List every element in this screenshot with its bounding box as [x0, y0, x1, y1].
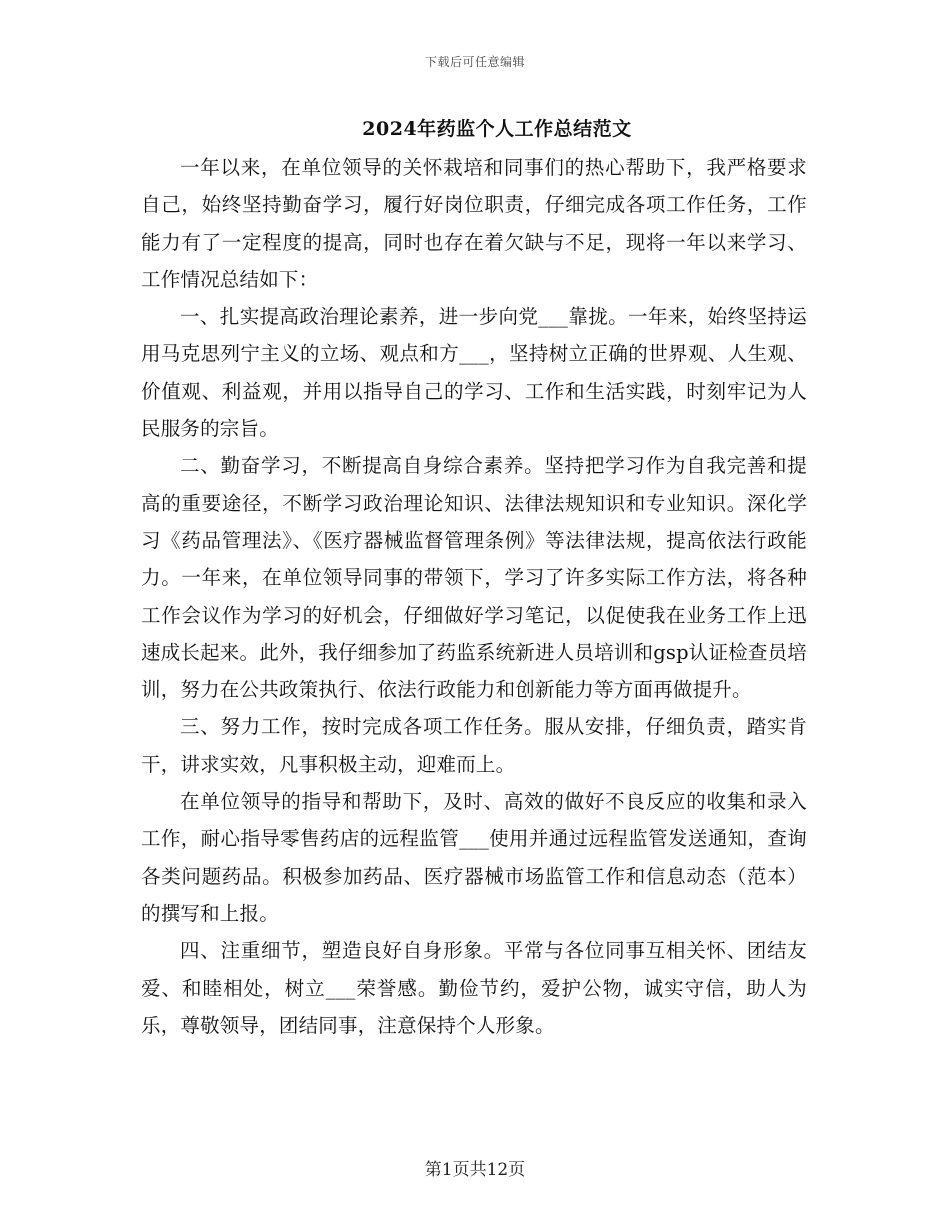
document-body	[141, 149, 807, 1044]
document-title: 2024年药监个人工作总结范文	[362, 118, 632, 140]
paragraph: 四、注重细节，塑造良好自身形象。平常与各位同事互相关怀、团结友爱、和睦相处，树立___荣誉感。勤俭节约，爱护公物，诚实守信，助人为乐，尊敬领导，团结同事，注意保持个人形象。	[141, 939, 807, 1037]
paragraph: 一、扎实提高政治理论素养，进一步向党___靠拢。一年来，始终坚持运用马克思列宁主义的立场、观点和方___，坚持树立正确的世界观、人生观、价值观、利益观，并用以指导自己的学习、工作和生活实践，时刻牢记为人民服务的宗旨。	[141, 305, 807, 441]
page-indicator: 第1页共12页	[424, 1160, 526, 1180]
paragraph: 在单位领导的指导和帮助下，及时、高效的做好不良反应的收集和录入工作，耐心指导零售药店的远程监管___使用并通过远程监管发送通知，查询各类问题药品。积极参加药品、医疗器械市场监管工作和信息动态（范本）的撰写和上报。	[141, 790, 807, 925]
header-note: 下载后可任意编辑	[424, 55, 525, 69]
paragraph: 三、努力工作，按时完成各项工作任务。服从安排，仔细负责，踏实肯干，讲求实效，凡事积极主动，迎难而上。	[141, 715, 807, 776]
paragraph: 二、勤奋学习，不断提高自身综合素养。坚持把学习作为自我完善和提高的重要途径，不断学习政治理论知识、法律法规知识和专业知识。深化学习《药品管理法》、《医疗器械监督管理条例》等法律法规，提高依法行政能力。一年来，在单位领导同事的带领下，学习了许多实际工作方法，将各种工作会议作为学习的好机会，仔细做好学习笔记，以促使我在业务工作上迅速成长起来。此外，我仔细参加了药监系统新进人员培训和gsp认证检查员培训，努力在公共政策执行、依法行政能力和创新能力等方面再做提升。	[141, 454, 807, 702]
paragraph: 一年以来，在单位领导的关怀栽培和同事们的热心帮助下，我严格要求自己，始终坚持勤奋学习，履行好岗位职责，仔细完成各项工作任务，工作能力有了一定程度的提高，同时也存在着欠缺与不足，现将一年以来学习、工作情况总结如下：	[141, 156, 807, 291]
